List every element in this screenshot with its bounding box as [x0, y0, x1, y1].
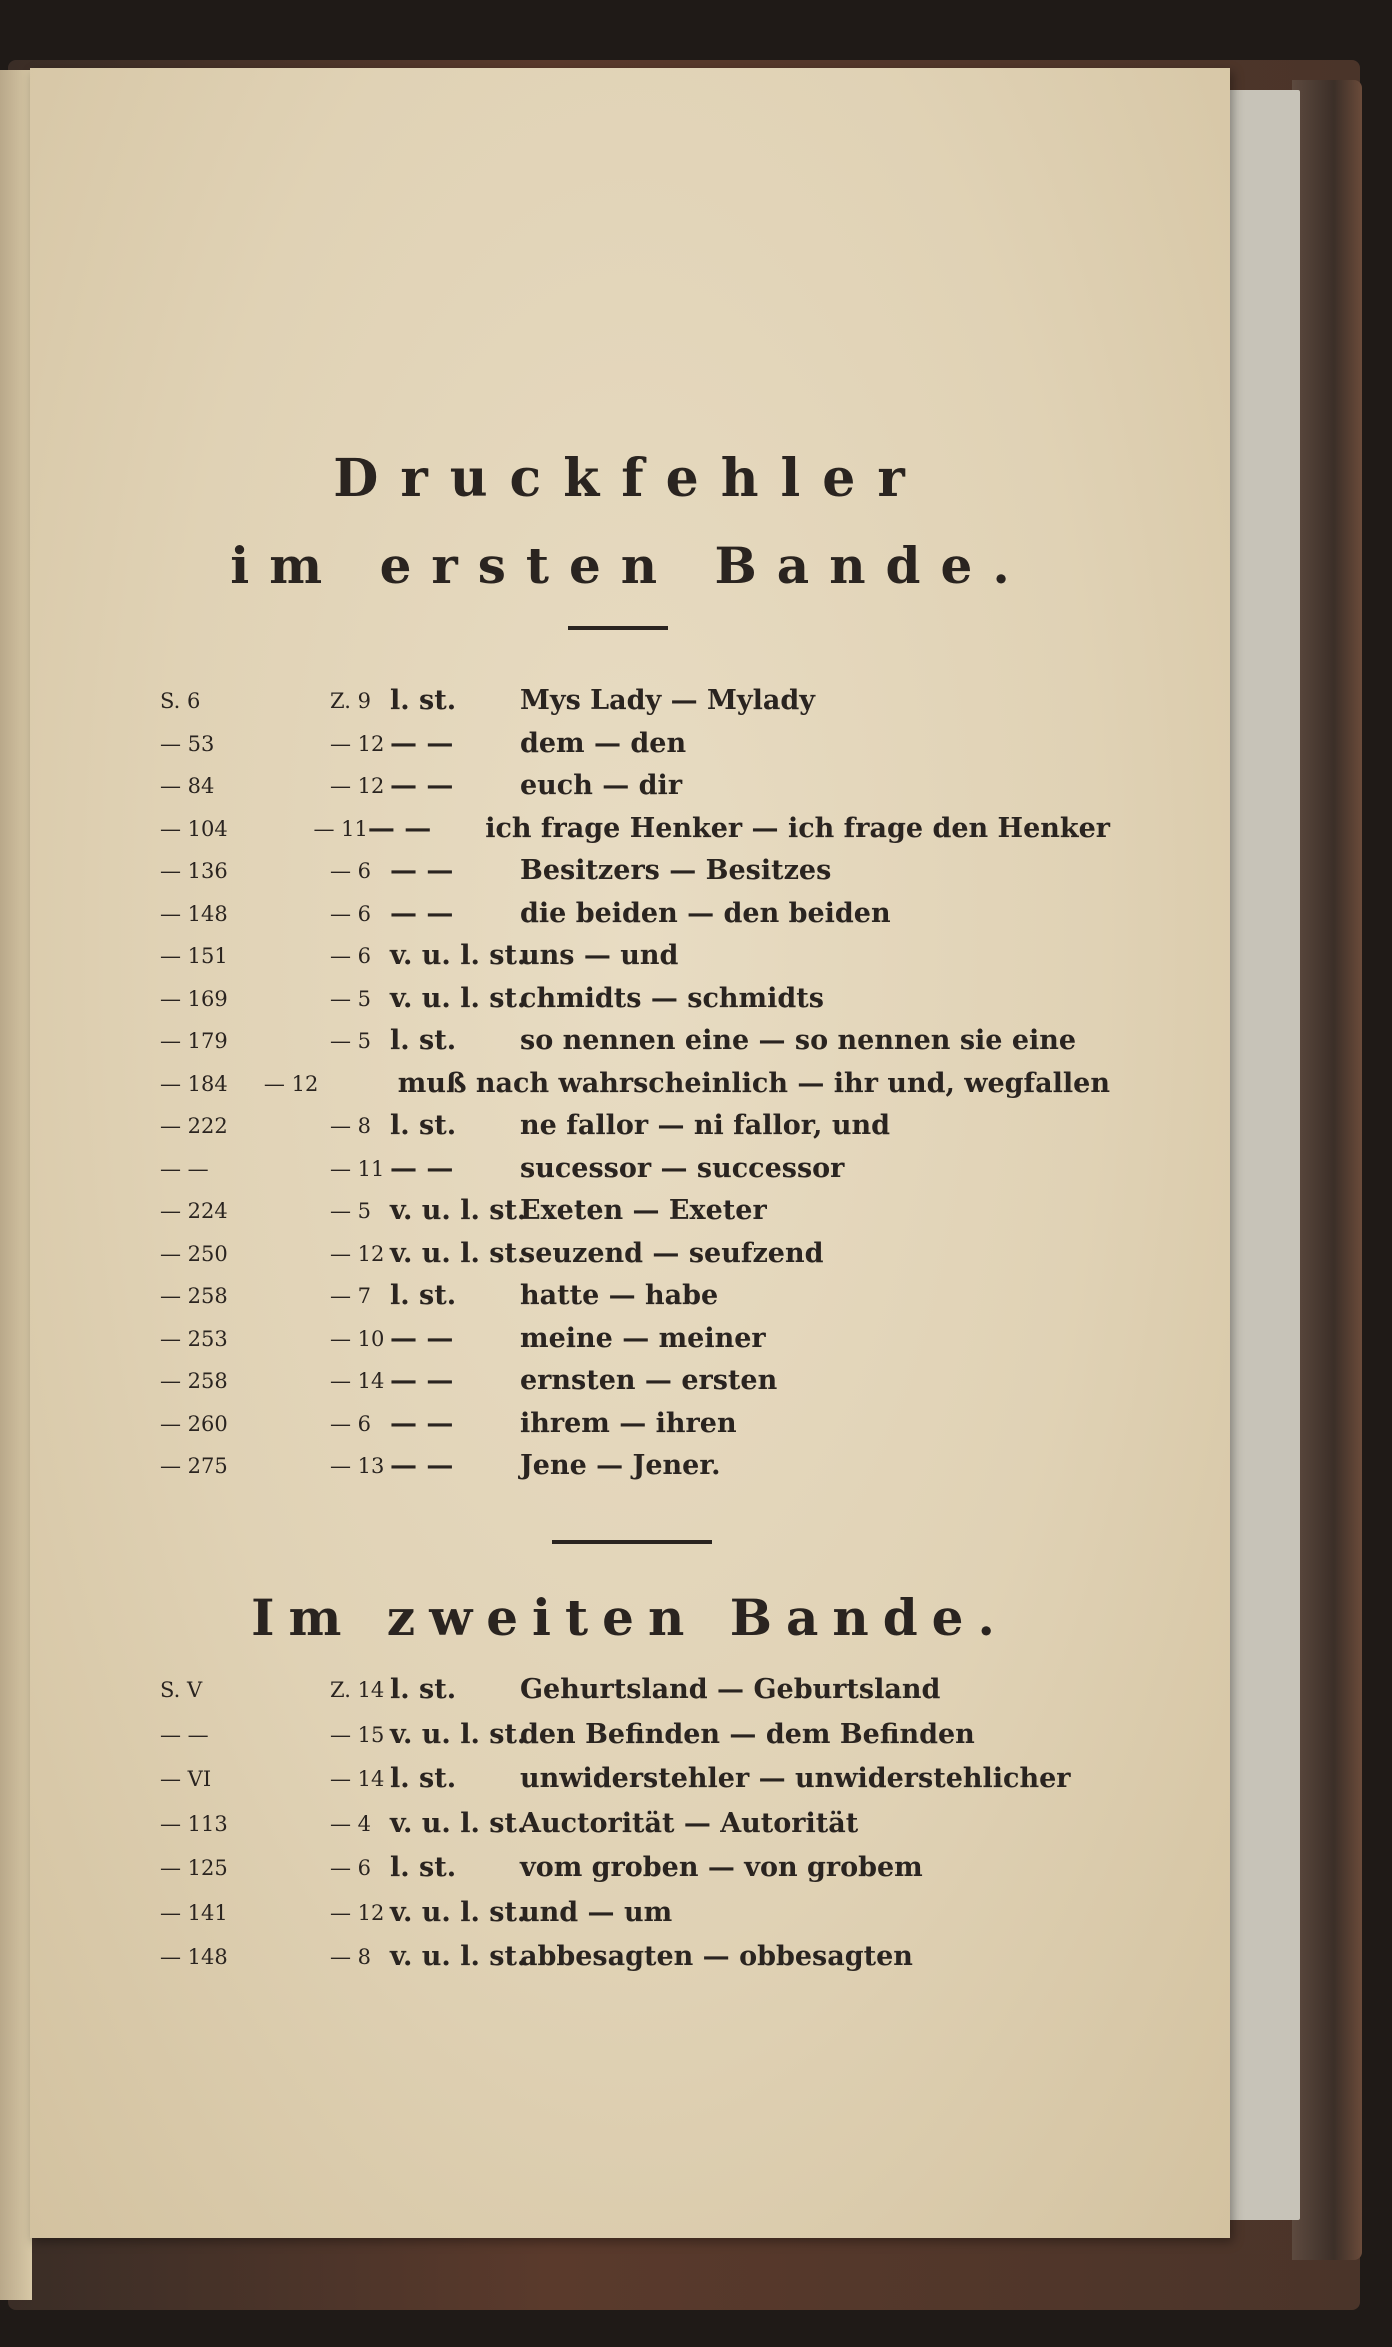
correction-text: so nennen eine — so nennen sie eine	[520, 1025, 1077, 1056]
correction-text: Gehurtsland — Geburtsland	[520, 1674, 941, 1705]
correction-text: dem — den	[520, 727, 687, 759]
position-ref: — —	[390, 1407, 454, 1439]
errata-row	[160, 1148, 1110, 1191]
page-ref: — 169	[160, 986, 228, 1011]
line-ref: — 14	[330, 1369, 385, 1393]
correction-text: die beiden — den beiden	[520, 897, 891, 929]
position-ref: — —	[390, 770, 454, 801]
errata-row	[160, 1275, 1110, 1318]
position-ref: — —	[390, 1322, 454, 1354]
line-ref: — 8	[330, 1114, 372, 1138]
errata-row	[160, 765, 1110, 808]
position-ref: — —	[367, 812, 432, 844]
errata-title: Druckfehler	[333, 448, 927, 509]
page-ref: — 148	[160, 901, 228, 926]
position-ref: v. u. l. st.	[390, 1237, 527, 1269]
page-ref: — —	[160, 1722, 209, 1747]
divider-rule	[568, 626, 668, 630]
page-ref: — 53	[160, 731, 215, 756]
position-ref: l. st.	[390, 685, 457, 716]
correction-text: hatte — habe	[520, 1280, 719, 1311]
errata-row	[160, 978, 1110, 1021]
errata-row	[160, 1891, 1110, 1936]
page-ref: — 104	[160, 816, 228, 841]
page-ref: — 258	[160, 1369, 228, 1393]
page-ref: — 250	[160, 1241, 228, 1266]
page-ref: — 136	[160, 859, 228, 883]
position-ref: l. st.	[390, 1852, 457, 1883]
line-ref: — 4	[330, 1811, 372, 1836]
line-ref: — 6	[330, 1856, 372, 1880]
errata-row	[160, 1233, 1110, 1276]
errata-row	[160, 1668, 1110, 1713]
line-ref: — 15	[330, 1722, 385, 1747]
line-ref: — 11	[330, 1156, 385, 1181]
errata-list-volume-1	[160, 680, 1110, 1488]
line-ref: — 5	[330, 1199, 372, 1223]
page-ref: — 125	[160, 1856, 228, 1880]
position-ref: v. u. l. st.	[390, 1195, 527, 1226]
line-ref: — 12	[330, 731, 385, 756]
position-ref: — —	[390, 1365, 454, 1396]
line-ref: — 6	[330, 901, 372, 926]
errata-row	[160, 1020, 1110, 1063]
volume-2-heading: Im zweiten Bande.	[251, 1588, 1009, 1647]
line-ref: — 5	[330, 986, 372, 1011]
position-ref: l. st.	[390, 1674, 457, 1705]
line-ref: — 8	[330, 1945, 372, 1969]
errata-row	[160, 1318, 1110, 1361]
page-ref: S. 6	[160, 689, 201, 713]
page-ref: — —	[160, 1156, 209, 1181]
position-ref: v. u. l. st.	[390, 1807, 527, 1839]
correction-text: und — um	[520, 1896, 673, 1928]
correction-text: Besitzers — Besitzes	[520, 855, 832, 886]
line-ref: — 10	[330, 1326, 385, 1351]
correction-text: den Befinden — dem Befinden	[520, 1718, 975, 1750]
page-ref: — 253	[160, 1326, 228, 1351]
correction-text: uns — und	[520, 940, 679, 971]
errata-row	[160, 1802, 1110, 1847]
page-ref: S. V	[160, 1678, 203, 1702]
position-ref: — —	[390, 897, 454, 929]
correction-text: Mys Lady — Mylady	[520, 685, 815, 716]
line-ref: — 6	[330, 944, 372, 968]
book-page	[30, 68, 1230, 2238]
line-ref: — 5	[330, 1029, 372, 1053]
errata-row	[160, 1846, 1110, 1891]
correction-text: seuzend — seufzend	[520, 1237, 824, 1269]
position-ref: — —	[390, 727, 454, 759]
line-ref: — 13	[330, 1454, 385, 1478]
page-ref: — 148	[160, 1945, 228, 1969]
position-ref: v. u. l. st.	[390, 1941, 527, 1972]
errata-row	[160, 893, 1110, 936]
errata-row	[160, 1935, 1110, 1980]
position-ref: — —	[390, 855, 454, 886]
page-ref: — 260	[160, 1411, 228, 1436]
errata-row	[160, 1713, 1110, 1758]
correction-text: chmidts — schmidts	[520, 982, 824, 1014]
line-ref: — 11	[313, 816, 368, 841]
correction-text: Exeten — Exeter	[520, 1195, 767, 1226]
page-ref: — VI	[160, 1767, 212, 1791]
line-ref: — 6	[330, 1411, 372, 1436]
position-ref: — —	[390, 1152, 454, 1184]
line-ref: — 12	[330, 1241, 385, 1266]
line-ref: — 12	[263, 1071, 319, 1096]
errata-row	[160, 1445, 1110, 1488]
line-ref: — 7	[330, 1284, 372, 1308]
correction-text: muß nach wahrscheinlich — ihr und, wegfallen	[397, 1067, 1110, 1099]
position-ref: v. u. l. st.	[390, 1896, 527, 1928]
position-ref: v. u. l. st.	[390, 1718, 527, 1750]
page-ref: — 222	[160, 1114, 228, 1138]
position-ref: v. u. l. st.	[390, 982, 527, 1014]
errata-row	[160, 1190, 1110, 1233]
position-ref	[318, 1063, 397, 1106]
position-ref: — —	[390, 1450, 454, 1481]
line-ref: — 14	[330, 1767, 385, 1791]
correction-text: abbesagten — obbesagten	[520, 1941, 913, 1972]
page-ref: — 113	[160, 1811, 228, 1836]
correction-text: ernsten — ersten	[520, 1365, 778, 1396]
errata-row	[160, 850, 1110, 893]
position-ref: l. st.	[390, 1110, 457, 1141]
errata-row	[160, 808, 1110, 851]
page-ref: — 258	[160, 1284, 228, 1308]
line-ref: — 12	[330, 1900, 385, 1925]
errata-row	[160, 680, 1110, 723]
correction-text: sucessor — successor	[520, 1152, 845, 1184]
line-ref: Z. 14	[330, 1678, 385, 1702]
line-ref: — 12	[330, 774, 385, 798]
correction-text: meine — meiner	[520, 1322, 766, 1354]
page-ref: — 275	[160, 1454, 228, 1478]
correction-text: vom groben — von grobem	[520, 1852, 923, 1883]
position-ref: l. st.	[390, 1280, 457, 1311]
position-ref: l. st.	[390, 1763, 457, 1794]
errata-row	[160, 1063, 1110, 1106]
facing-page-edge	[0, 70, 32, 2300]
errata-row	[160, 1105, 1110, 1148]
position-ref: l. st.	[390, 1025, 457, 1056]
page-ref: — 184	[160, 1071, 228, 1096]
errata-subtitle: im ersten Bande.	[230, 536, 1030, 595]
errata-row	[160, 1360, 1110, 1403]
correction-text: euch — dir	[520, 770, 683, 801]
correction-text: Jene — Jener.	[520, 1450, 721, 1481]
errata-row	[160, 723, 1110, 766]
line-ref: — 6	[330, 859, 372, 883]
page-ref: — 224	[160, 1199, 228, 1223]
errata-row	[160, 1403, 1110, 1446]
correction-text: ne fallor — ni fallor, und	[520, 1110, 890, 1141]
divider-rule	[552, 1540, 712, 1544]
correction-text: ihrem — ihren	[520, 1407, 737, 1439]
page-ref: — 84	[160, 774, 215, 798]
page-ref: — 151	[160, 944, 228, 968]
correction-text: ich frage Henker — ich frage den Henker	[485, 812, 1110, 844]
book-spine-edge	[1292, 80, 1362, 2260]
errata-row	[160, 935, 1110, 978]
page-ref: — 179	[160, 1029, 228, 1053]
correction-text: unwiderstehler — unwiderstehlicher	[520, 1763, 1071, 1794]
correction-text: Auctorität — Autorität	[520, 1807, 859, 1839]
errata-list-volume-2	[160, 1668, 1110, 1980]
position-ref: v. u. l. st.	[390, 940, 527, 971]
errata-row	[160, 1757, 1110, 1802]
page-ref: — 141	[160, 1900, 228, 1925]
line-ref: Z. 9	[330, 689, 371, 713]
